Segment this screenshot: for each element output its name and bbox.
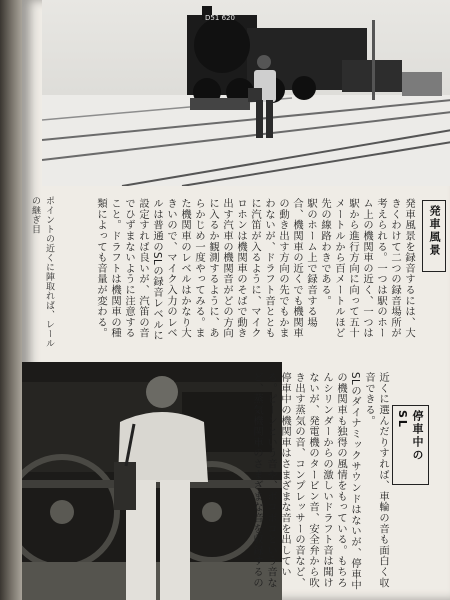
- photo-recordist-scene: [22, 362, 282, 600]
- body-hassha-fukei: 発車風景を録音するには、大きくわけて二つの録音場所が考えられる。一つは駅のホーム上の機関車の近く、一つは駅から進行方向に向って五十メートルから百メートルほど先の線路わきである。 駅のホーム上で録音する場合、機関車の近くでも機関車の動き出す方向の先でもかまわないが、ドラフト音とともに汽笛が入るように、マイクロホンは機関車のそばで動き出す汽車の機関音がどの方向に入るか観測するように、あらかじめ一度やってみる。また機関車のレベルはかなり大きいので、マイク入力のレベルは普通のSLの録音レベルに設定すれば良いが、汽笛の音でひずまないように注意すること。ドラフトは機関車の種類によっても音量が変わる。: [95, 198, 415, 341]
- bottom-photo-recordist: [22, 362, 282, 600]
- body-teisha-chu: 近くに選んだりすれば、車輪の音も面白く収音できる。 SLのダイナミックサウンドはないが、停車中の機関車も独得の風情をもっている。もちろんシリンダーからの激しいドラフト音は聞けないが、発電機のタービン音、安全弁から吹き出す蒸気の音、コンプレッサーの音など、停車中の機関車はさまざまな音を出している。ピーンという音や、ボコボコという音など、蒸気機関車のさまざまな音を収録するの: [251, 372, 389, 591]
- left-margin-text-fragment: [22, 196, 100, 352]
- photo-locomotive-scene: [42, 0, 450, 186]
- top-photo-locomotive-snow: [42, 0, 450, 186]
- locomotive-number: D51 620: [205, 14, 235, 22]
- heading-teisha-chu: 停車中のSL: [392, 405, 429, 485]
- book-page: [22, 0, 450, 600]
- prev-fragment-text: ポイントの近くに陣取れば、レールの継ぎ目: [30, 196, 54, 348]
- heading-hassha-fukei: 発車風景: [422, 200, 446, 272]
